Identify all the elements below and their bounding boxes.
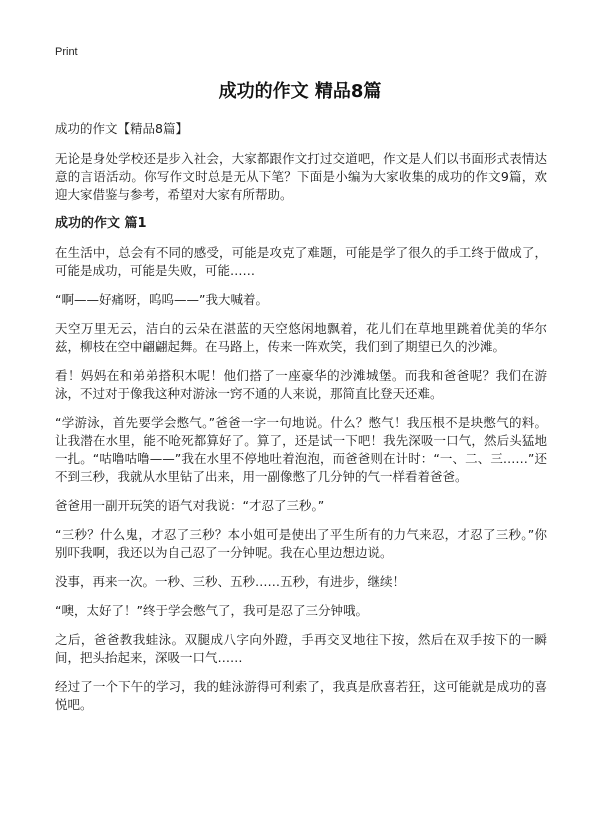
body-paragraph: “啊——好痛呀，呜呜——”我大喊着。	[55, 292, 268, 307]
body-paragraph: 看！妈妈在和弟弟搭积木呢！他们搭了一座豪华的沙滩城堡。而我和爸爸呢？我们在游泳，不过对于像我这种对游泳一窍不通的人来说，那简直比登天还难。	[55, 368, 547, 401]
body-paragraph: 天空万里无云，洁白的云朵在湛蓝的天空悠闲地飘着，花儿们在草地里跳着优美的华尔兹，柳枝在空中翩翩起舞。在马路上，传来一阵欢笑，我们到了期望已久的沙滩。	[55, 321, 547, 354]
body-paragraph: 爸爸用一副开玩笑的语气对我说：“才忍了三秒。”	[55, 498, 325, 513]
body-paragraph: 经过了一个下午的学习，我的蛙泳游得可利索了，我真是欣喜若狂，这可能就是成功的喜悦吧。	[55, 679, 547, 712]
document-body	[55, 120, 547, 725]
document-subtitle: 成功的作文【精品8篇】	[55, 121, 188, 136]
body-paragraph: 没事，再来一次。一秒、三秒、五秒……五秒，有进步，继续！	[55, 574, 406, 589]
body-paragraph: “噢，太好了！”终于学会憋气了，我可是忍了三分钟哦。	[55, 603, 368, 618]
print-label: Print	[55, 46, 78, 58]
section-heading: 成功的作文 篇1	[55, 216, 147, 231]
page-title: 成功的作文 精品8篇	[218, 81, 382, 102]
body-paragraph: 之后，爸爸教我蛙泳。双腿成八字向外蹬，手再交叉地往下按，然后在双手按下的一瞬间，把头抬起来，深吸一口气……	[55, 632, 547, 665]
intro-paragraph: 无论是身处学校还是步入社会，大家都跟作文打过交道吧，作文是人们以书面形式表情达意的言语活动。你写作文时总是无从下笔？下面是小编为大家收集的成功的作文9篇，欢迎大家借鉴与参考，希望对大家有所帮助。	[55, 151, 547, 202]
body-paragraph: “三秒？什么鬼，才忍了三秒？本小姐可是使出了平生所有的力气来忍，才忍了三秒。”你别吓我啊，我还以为自己忍了一分钟呢。我在心里边想边说。	[55, 527, 547, 560]
body-paragraph: “学游泳，首先要学会憋气。”爸爸一字一句地说。什么？憋气！我压根不是块憋气的料。让我潜在水里，能不呛死都算好了。算了，还是试一下吧！我先深吸一口气，然后头猛地一扎。“咕噜咕噜——”我在水里不停地吐着泡泡，而爸爸则在计时：“一、二、三……”还不到三秒，我就从水里钻了出来，用一副像憋了几分钟的气一样看着爸爸。	[55, 415, 547, 484]
body-paragraph: 在生活中，总会有不同的感受，可能是攻克了难题，可能是学了很久的手工终于做成了，可能是成功，可能是失败，可能……	[55, 245, 547, 278]
